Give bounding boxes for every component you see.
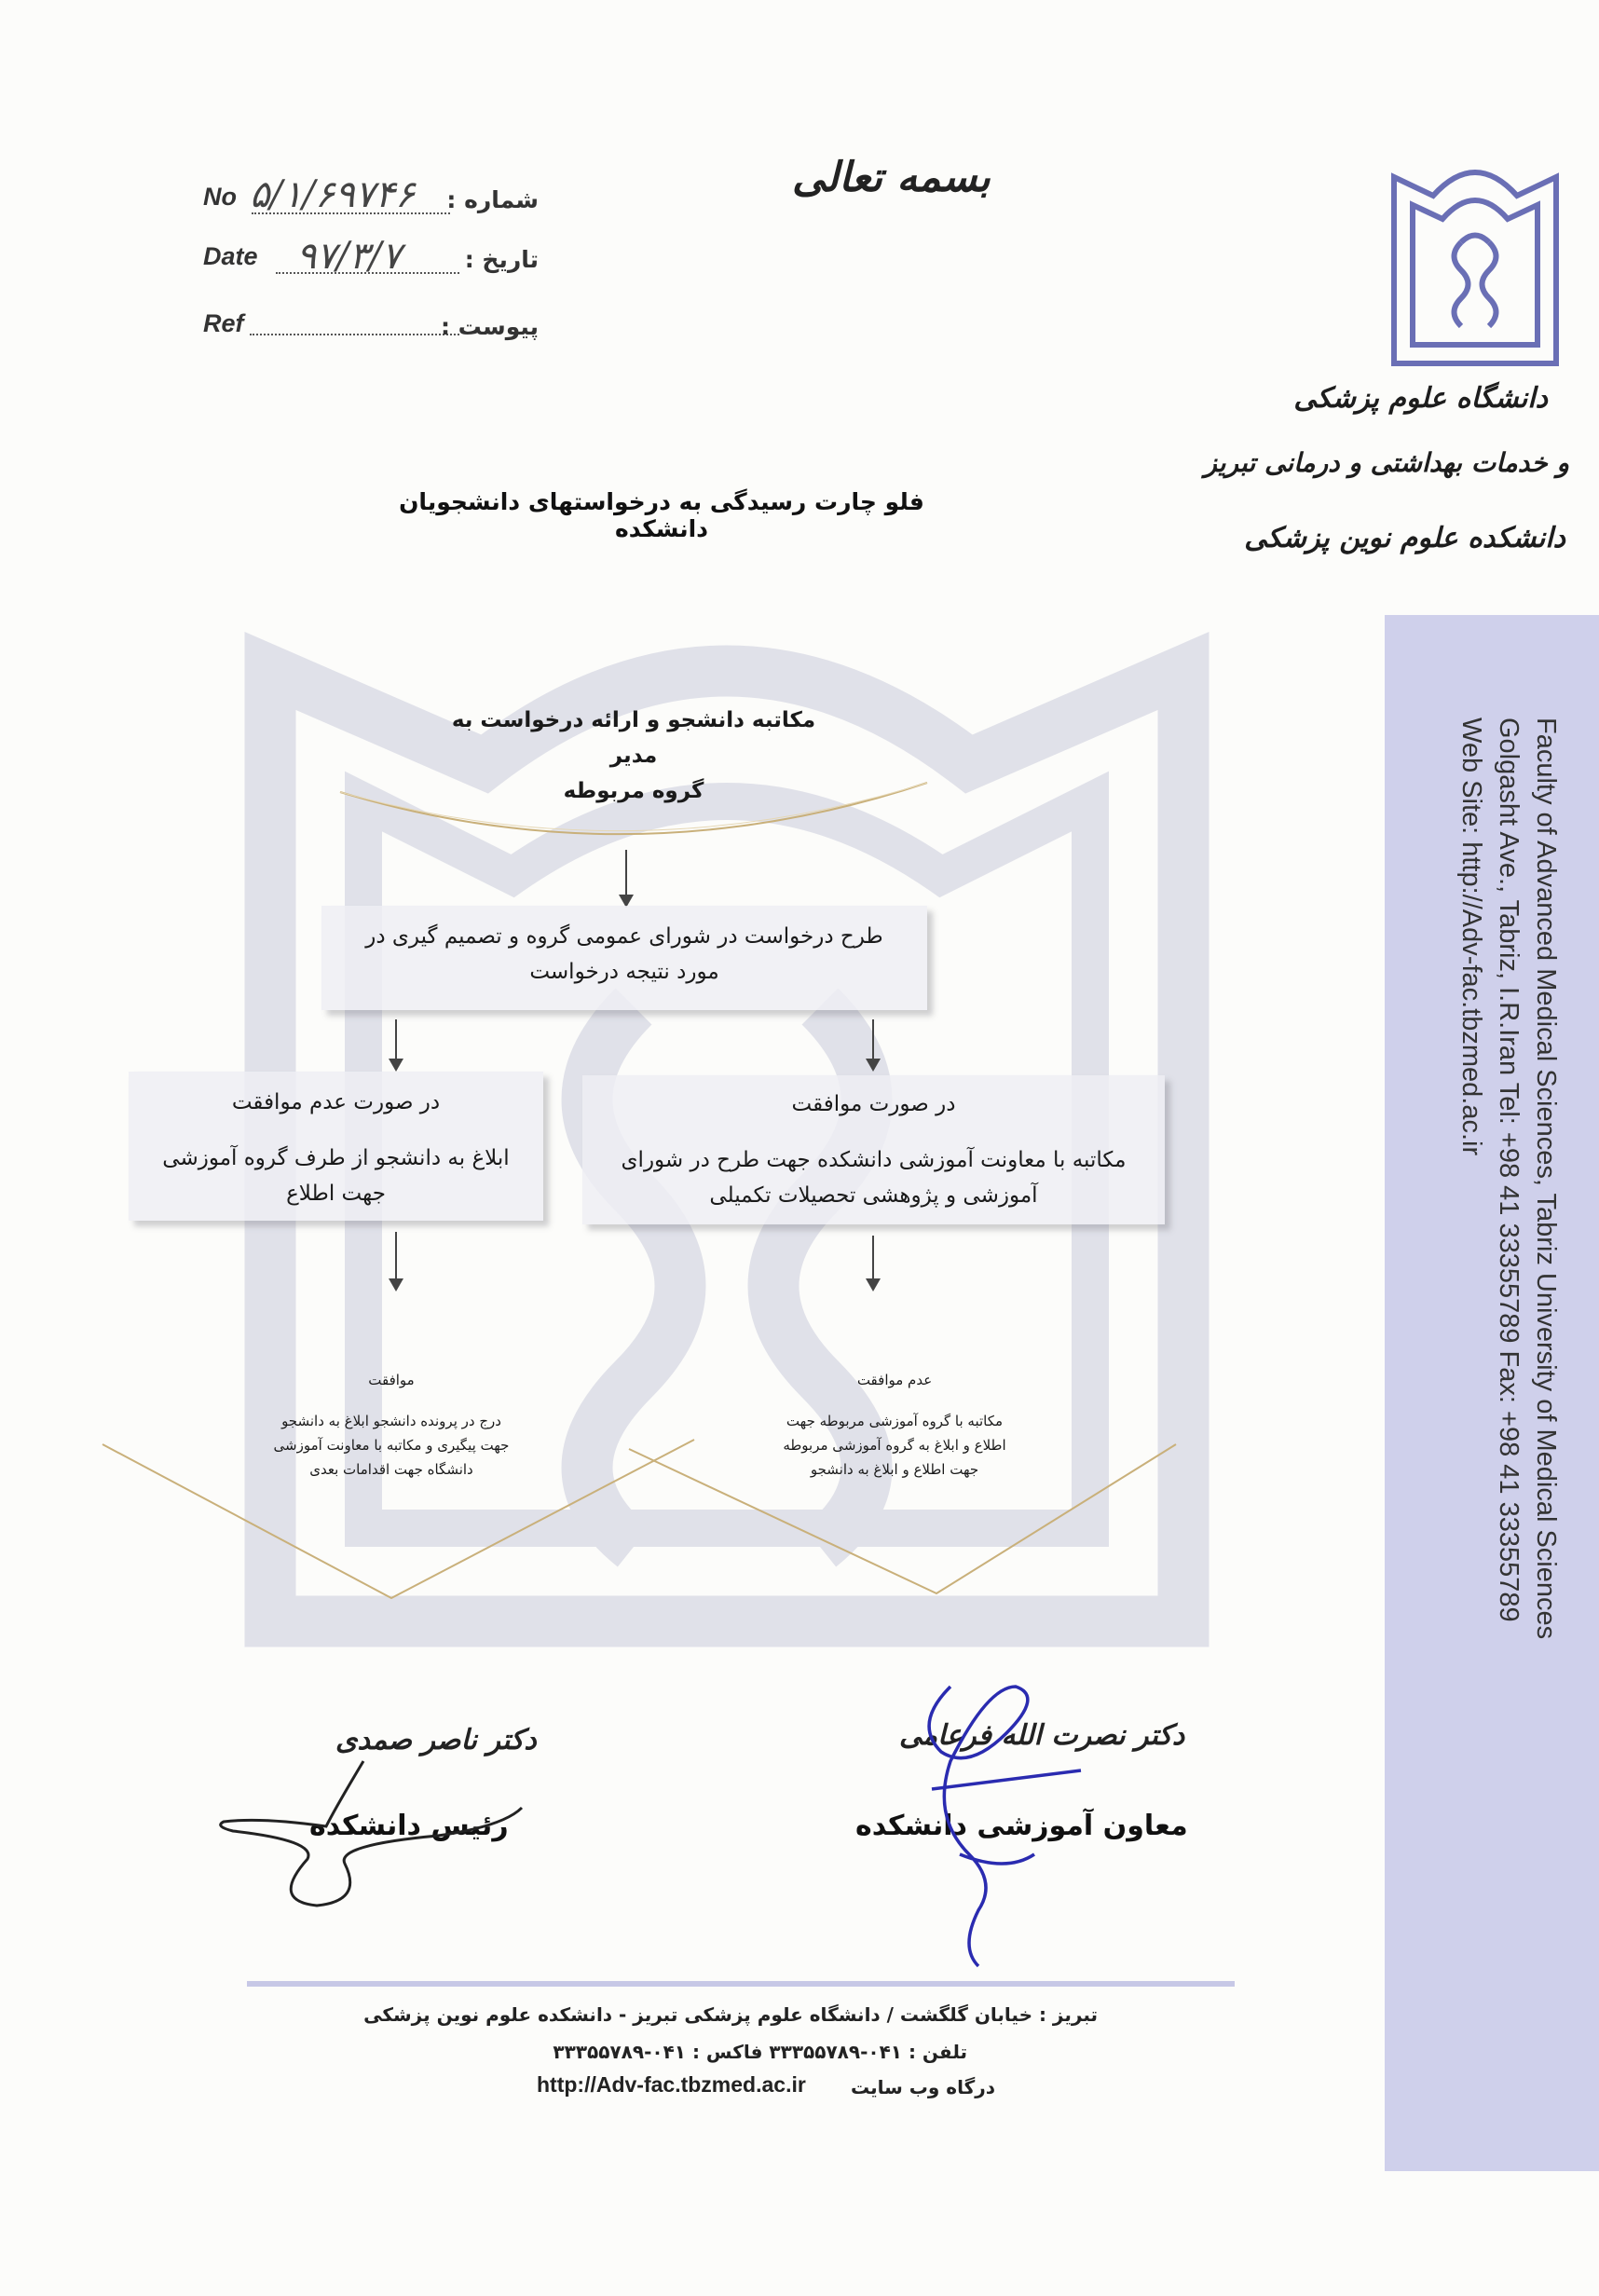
step1-line1: مکاتبه دانشجو و ارائه درخواست به مدیر (451, 708, 816, 768)
final-right-line1: مکاتبه با گروه آموزشی مربوطه جهت (786, 1413, 1004, 1429)
footer-website-url: http://Adv-fac.tbzmed.ac.ir (537, 2072, 806, 2097)
step2-line1: طرح درخواست در شورای عمومی گروه و تصمیم گیری در (365, 924, 883, 949)
final-left-line1: درج در پرونده دانشجو ابلاغ به دانشجو (281, 1413, 501, 1429)
number-label-fa: شماره : (446, 186, 539, 213)
side-faculty-line: Faculty of Advanced Medical Sciences, Tabriz University of Medical Sciences (1531, 718, 1561, 1640)
reject-line1: ابلاغ به دانشجو از طرف گروه آموزشی (162, 1146, 510, 1170)
side-website-line: Web Site: http://Adv-fac.tbzmed.ac.ir (1456, 718, 1486, 1156)
deputy-name: دکتر نصرت الله فرعامی (899, 1719, 1185, 1752)
approve-line2: آموزشی و پژوهشی تحصیلات تکمیلی (709, 1183, 1038, 1208)
dean-signature (205, 1752, 540, 1920)
arrow-to-approve (872, 1019, 874, 1068)
footer-address: تبریز : خیابان گلگشت / دانشگاه علوم پزشکی تبریز - دانشکده علوم نوین پزشکی (363, 2003, 1098, 2026)
final-right-block (708, 1368, 1081, 1482)
final-left-block (214, 1368, 568, 1482)
deputy-title: معاون آموزشی دانشکده (855, 1810, 1188, 1842)
letter-attachment-row (203, 309, 539, 347)
attachment-label-en: Ref (203, 309, 244, 337)
approve-heading: در صورت موافقت (791, 1092, 956, 1116)
attachment-label-fa: پیوست : (440, 313, 539, 340)
final-left-line3: دانشگاه جهت اقدامات بعدی (309, 1461, 473, 1478)
final-right-heading: عدم موافقت (856, 1372, 933, 1388)
number-value: ۵/۱/۶۹۷۴۶ (250, 173, 416, 216)
side-contact-text (1440, 718, 1561, 1752)
university-logo (1387, 140, 1564, 373)
dean-title: رئیس دانشکده (309, 1810, 509, 1842)
arrow-reject-down (395, 1232, 397, 1288)
reject-heading: در صورت عدم موافقت (231, 1090, 441, 1114)
date-label-en: Date (203, 242, 258, 270)
footer-website-label: درگاه وب سایت (850, 2076, 995, 2098)
step1-line2: گروه مربوطه (563, 779, 704, 803)
basmala: بسمه تعالی (792, 154, 991, 201)
date-value: ۹۷/۳/۷ (296, 235, 402, 278)
final-left-heading: موافقت (368, 1372, 415, 1388)
final-right-line2: اطلاع و ابلاغ به گروه آموزشی مربوطه (783, 1437, 1006, 1454)
step2-line2: مورد نتیجه درخواست (529, 960, 719, 984)
approve-box (582, 1075, 1165, 1224)
final-left-line2: جهت پیگیری و مکاتبه با معاونت آموزشی (273, 1437, 510, 1454)
letter-number-row (203, 173, 539, 220)
arrow-step1-to-step2 (625, 850, 627, 904)
side-address-line: Golgasht Ave., Tabriz, I.R.Iran Tel: +98 41 33355789 Fax: +98 41 33355789 (1494, 718, 1524, 1622)
reject-box (129, 1072, 543, 1221)
university-name-line1: دانشگاه علوم پزشکی (1293, 382, 1548, 415)
final-right-line3: جهت اطلاع و ابلاغ به دانشجو (810, 1461, 979, 1478)
step2-box (321, 906, 927, 1010)
deputy-signature (895, 1668, 1118, 1975)
date-label-fa: تاریخ : (464, 246, 539, 273)
footer-phone: تلفن : ۰۴۱-۳۳۳۵۵۷۸۹ فاکس : ۰۴۱-۳۳۳۵۵۷۸۹ (553, 2041, 967, 2063)
number-label-en: No (203, 183, 237, 211)
approve-line1: مکاتبه با معاونت آموزشی دانشکده جهت طرح در شورای (621, 1148, 1127, 1172)
arrow-to-reject (395, 1019, 397, 1068)
dean-name: دکتر ناصر صمدی (335, 1724, 537, 1756)
footer-divider (247, 1981, 1235, 1987)
letter-date-row (203, 235, 539, 280)
university-name-line2: و خدمات بهداشتی و درمانی تبریز (1204, 447, 1569, 478)
faculty-name: دانشکده علوم نوین پزشکی (1244, 522, 1565, 554)
attachment-line (250, 334, 459, 335)
arrow-approve-down (872, 1236, 874, 1288)
document-title: فلو چارت رسیدگی به درخواستهای دانشجویان دانشکده (399, 488, 924, 542)
reject-line2: جهت اطلاع (286, 1182, 386, 1206)
step1-text (438, 703, 829, 809)
